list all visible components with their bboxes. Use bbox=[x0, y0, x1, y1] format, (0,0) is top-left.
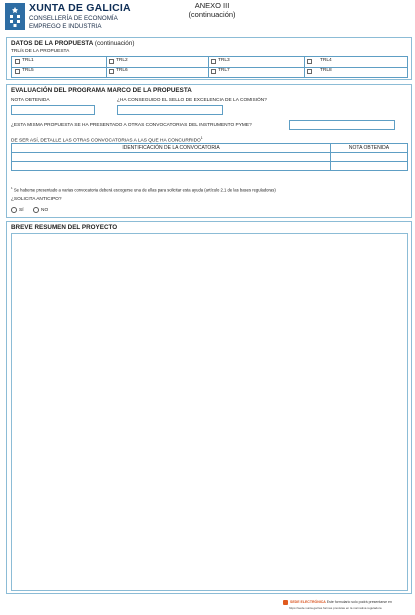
trl-option-3[interactable] bbox=[210, 57, 302, 67]
table-cell-input[interactable] bbox=[331, 162, 407, 170]
anticipo-label: ¿SOLICITA ANTICIPO? bbox=[11, 197, 62, 202]
trl-option-1[interactable] bbox=[14, 57, 104, 67]
section-datos-propuesta bbox=[6, 37, 412, 80]
nota-label: NOTA OBTENIDA bbox=[11, 98, 50, 103]
checkbox[interactable] bbox=[211, 69, 216, 74]
department-line-2: EMPREGO E INDUSTRIA bbox=[29, 23, 102, 30]
footer-text-2: https://sede.xunta.gal las formas previstas en la normativa reguladora bbox=[289, 606, 382, 610]
pyme-input[interactable] bbox=[289, 120, 395, 130]
trl-option-7[interactable] bbox=[210, 67, 302, 77]
sede-electronica-icon bbox=[283, 600, 288, 605]
checkbox[interactable] bbox=[15, 59, 20, 64]
resumen-textarea[interactable] bbox=[11, 233, 408, 591]
pyme-label: ¿ESTA MISMA PROPUESTA SE HA PRESENTADO A OTRAS CONVOCATORIAS DEL INSTRUMENTO PYME? bbox=[11, 123, 252, 128]
section-title: EVALUACIÓN DEL PROGRAMA MARCO DE LA PROPUESTA bbox=[11, 87, 192, 94]
checkbox-label: TRL8 bbox=[320, 68, 332, 73]
footnote-text: Se haberse presentado a varias convocatoria deberá escogerse una de ellas para solicitar esta ayuda (artículo 2.1 de las bases reguladoras) bbox=[13, 187, 276, 193]
page-header bbox=[0, 0, 415, 36]
table-cell-input[interactable] bbox=[331, 153, 407, 161]
sede-label: SEDE ELECTRÓNICA bbox=[290, 600, 326, 604]
trl-option-4[interactable] bbox=[306, 57, 406, 67]
section-title bbox=[11, 40, 134, 47]
trl-option-6[interactable] bbox=[108, 67, 206, 77]
anticipo-si-radio[interactable] bbox=[11, 207, 17, 213]
trl-option-8[interactable] bbox=[306, 67, 406, 77]
col-header-identificacion: IDENTIFICACIÓN DE LA CONVOCATORIA bbox=[122, 145, 220, 151]
checkbox-label: TRL6 bbox=[116, 68, 128, 73]
anticipo-si-label: SÍ bbox=[19, 208, 24, 213]
convocatorias-table bbox=[11, 143, 408, 171]
annex-subtitle: (continuación) bbox=[188, 10, 236, 19]
trl-label: TRL/s DE LA PROPUESTA bbox=[11, 49, 70, 54]
footnote-mark: 1 bbox=[11, 186, 13, 190]
xunta-logo-icon bbox=[5, 3, 25, 30]
checkbox[interactable] bbox=[307, 69, 312, 74]
section-title-text: DATOS DE LA PROPUESTA bbox=[11, 40, 94, 47]
checkbox[interactable] bbox=[211, 59, 216, 64]
department-line-1: CONSELLERÍA DE ECONOMÍA bbox=[29, 15, 118, 22]
checkbox[interactable] bbox=[15, 69, 20, 74]
checkbox-label: TRL4 bbox=[320, 58, 332, 63]
trl-option-5[interactable] bbox=[14, 67, 104, 77]
anticipo-no-radio[interactable] bbox=[33, 207, 39, 213]
section-resumen bbox=[6, 221, 412, 594]
checkbox-label: TRL3 bbox=[218, 58, 230, 63]
checkbox[interactable] bbox=[109, 69, 114, 74]
annex-heading bbox=[183, 1, 241, 19]
sello-label: ¿HA CONSEGUIDO EL SELLO DE EXCELENCIA DE LA COMISIÓN? bbox=[117, 98, 267, 103]
footer-notice bbox=[290, 600, 392, 604]
detalle-label-text: DE SER ASÍ, DETALLE LAS OTRAS CONVOCATORIAS A LAS QUE HA CONCURRIDO bbox=[11, 138, 201, 144]
table-cell-input[interactable] bbox=[12, 153, 329, 161]
org-name: XUNTA DE GALICIA bbox=[29, 2, 131, 14]
checkbox-label: TRL2 bbox=[116, 58, 128, 63]
nota-input[interactable] bbox=[11, 105, 95, 115]
trl-option-2[interactable] bbox=[108, 57, 206, 67]
table-cell-input[interactable] bbox=[12, 162, 329, 170]
anticipo-no-label: NO bbox=[41, 208, 49, 213]
section-evaluacion bbox=[6, 84, 412, 218]
checkbox-label: TRL1 bbox=[22, 58, 34, 63]
checkbox-label: TRL7 bbox=[218, 68, 230, 73]
section-title-note: (continuación) bbox=[94, 40, 135, 47]
footer-text-1: Este formulario solo podrá presentarse en bbox=[326, 600, 392, 604]
trl-grid bbox=[11, 56, 408, 78]
sello-input[interactable] bbox=[117, 105, 223, 115]
checkbox[interactable] bbox=[307, 59, 312, 64]
checkbox[interactable] bbox=[109, 59, 114, 64]
checkbox-label: TRL5 bbox=[22, 68, 34, 73]
annex-title: ANEXO III bbox=[194, 1, 230, 10]
footnote bbox=[11, 186, 276, 192]
col-header-nota: NOTA OBTENIDA bbox=[348, 145, 390, 151]
section-title: BREVE RESUMEN DEL PROYECTO bbox=[11, 224, 118, 231]
footnote-ref: 1 bbox=[200, 136, 203, 140]
